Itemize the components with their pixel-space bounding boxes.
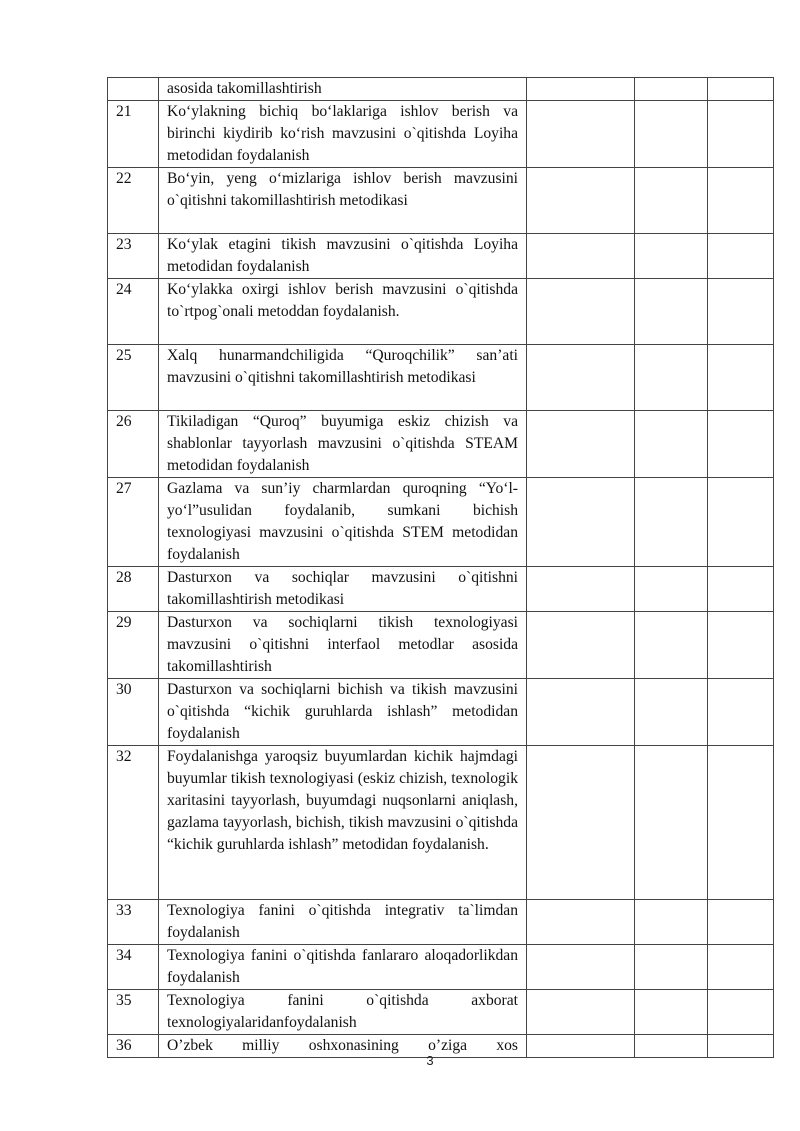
- empty-cell: [527, 612, 635, 679]
- empty-cell: [635, 345, 708, 411]
- table-row: [108, 478, 774, 567]
- table-row: [108, 234, 774, 279]
- table-row: [108, 746, 774, 900]
- page-number: 3: [426, 1053, 434, 1068]
- row-number: 35: [108, 990, 159, 1035]
- empty-cell: [708, 411, 774, 478]
- empty-cell: [527, 679, 635, 746]
- empty-cell: [708, 945, 774, 990]
- row-topic: Dasturxon va sochiqlarni tikish texnologiyasi mavzusini o`qitishni interfaol metodlar asosida takomillashtirish: [159, 612, 527, 679]
- row-number: 30: [108, 679, 159, 746]
- row-topic: Ko‘ylak etagini tikish mavzusini o`qitishda Loyiha metodidan foydalanish: [159, 234, 527, 279]
- empty-cell: [708, 478, 774, 567]
- empty-cell: [708, 78, 774, 101]
- empty-cell: [708, 679, 774, 746]
- empty-cell: [708, 900, 774, 945]
- empty-cell: [527, 567, 635, 612]
- empty-cell: [635, 746, 708, 900]
- row-topic: asosida takomillashtirish: [159, 78, 527, 101]
- row-topic: Ko‘ylakning bichiq bo‘laklariga ishlov berish va birinchi kiydirib ko‘rish mavzusini o`qitishda Loyiha metodidan foydalanish: [159, 101, 527, 168]
- row-topic: Tikiladigan “Quroq” buyumiga eskiz chizish va shablonlar tayyorlash mavzusini o`qitishda STEAM metodidan foydalanish: [159, 411, 527, 478]
- row-topic: Dasturxon va sochiqlar mavzusini o`qitishni takomillashtirish metodikasi: [159, 567, 527, 612]
- empty-cell: [527, 411, 635, 478]
- row-topic: Ko‘ylakka oxirgi ishlov berish mavzusini o`qitishda to`rtpog`onali metoddan foydalanish.: [159, 279, 527, 345]
- empty-cell: [635, 900, 708, 945]
- row-topic: Bo‘yin, yeng o‘mizlariga ishlov berish mavzusini o`qitishni takomillashtirish metodikasi: [159, 168, 527, 234]
- empty-cell: [635, 234, 708, 279]
- empty-cell: [635, 612, 708, 679]
- empty-cell: [635, 279, 708, 345]
- row-number: 28: [108, 567, 159, 612]
- empty-cell: [708, 990, 774, 1035]
- empty-cell: [708, 234, 774, 279]
- empty-cell: [635, 990, 708, 1035]
- row-topic: Dasturxon va sochiqlarni bichish va tikish mavzusini o`qitishda “kichik guruhlarda ishlash” metodidan foydalanish: [159, 679, 527, 746]
- table-row: [108, 411, 774, 478]
- row-number: [108, 78, 159, 101]
- empty-cell: [527, 478, 635, 567]
- row-topic: Texnologiya fanini o`qitishda integrativ ta`limdan foydalanish: [159, 900, 527, 945]
- row-number: 24: [108, 279, 159, 345]
- row-number: 26: [108, 411, 159, 478]
- empty-cell: [635, 478, 708, 567]
- empty-cell: [527, 345, 635, 411]
- table-row: [108, 101, 774, 168]
- empty-cell: [527, 990, 635, 1035]
- table-row: [108, 345, 774, 411]
- empty-cell: [708, 279, 774, 345]
- table-row: [108, 168, 774, 234]
- table-row: [108, 900, 774, 945]
- empty-cell: [527, 234, 635, 279]
- empty-cell: [708, 612, 774, 679]
- empty-cell: [527, 746, 635, 900]
- empty-cell: [527, 101, 635, 168]
- empty-cell: [635, 411, 708, 478]
- row-number: 27: [108, 478, 159, 567]
- empty-cell: [527, 168, 635, 234]
- empty-cell: [635, 567, 708, 612]
- row-number: 23: [108, 234, 159, 279]
- empty-cell: [635, 168, 708, 234]
- row-number: 36: [108, 1035, 159, 1058]
- table-row: [108, 945, 774, 990]
- table-row: [108, 567, 774, 612]
- row-topic: Gazlama va sun’iy charmlardan quroqning “Yo‘l-yo‘l”usulidan foydalanib, sumkani bichish texnologiyasi mavzusini o`qitishda STEM metodidan foydalanish: [159, 478, 527, 567]
- empty-cell: [635, 101, 708, 168]
- row-topic: Foydalanishga yaroqsiz buyumlardan kichik hajmdagi buyumlar tikish texnologiyasi (eskiz chizish, texnologik xaritasini tayyorlash, buyumdagi nuqsonlarni aniqlash, gazlama tayyorlash, bichish, tikish mavzusini o`qitishda “kichik guruhlarda ishlash” metodidan foydalanish.: [159, 746, 527, 900]
- empty-cell: [708, 168, 774, 234]
- row-number: 34: [108, 945, 159, 990]
- table-row: [108, 990, 774, 1035]
- table-row: [108, 78, 774, 101]
- table-row: [108, 679, 774, 746]
- empty-cell: [708, 345, 774, 411]
- row-topic: Texnologiya fanini o`qitishda axborat texnologiyalaridanfoydalanish: [159, 990, 527, 1035]
- row-number: 22: [108, 168, 159, 234]
- row-number: 25: [108, 345, 159, 411]
- empty-cell: [708, 746, 774, 900]
- empty-cell: [635, 78, 708, 101]
- empty-cell: [708, 567, 774, 612]
- empty-cell: [527, 78, 635, 101]
- row-number: 29: [108, 612, 159, 679]
- row-topic: Xalq hunarmandchiligida “Quroqchilik” san’ati mavzusini o`qitishni takomillashtirish metodikasi: [159, 345, 527, 411]
- empty-cell: [635, 945, 708, 990]
- empty-cell: [527, 900, 635, 945]
- curriculum-table: [107, 77, 774, 1058]
- row-number: 33: [108, 900, 159, 945]
- row-number: 32: [108, 746, 159, 900]
- row-number: 21: [108, 101, 159, 168]
- table-row: [108, 612, 774, 679]
- row-topic: O’zbek milliy oshxonasining o’ziga xos: [159, 1035, 527, 1058]
- empty-cell: [635, 679, 708, 746]
- row-topic: Texnologiya fanini o`qitishda fanlararo aloqadorlikdan foydalanish: [159, 945, 527, 990]
- empty-cell: [527, 279, 635, 345]
- empty-cell: [708, 101, 774, 168]
- table-row: [108, 279, 774, 345]
- empty-cell: [527, 945, 635, 990]
